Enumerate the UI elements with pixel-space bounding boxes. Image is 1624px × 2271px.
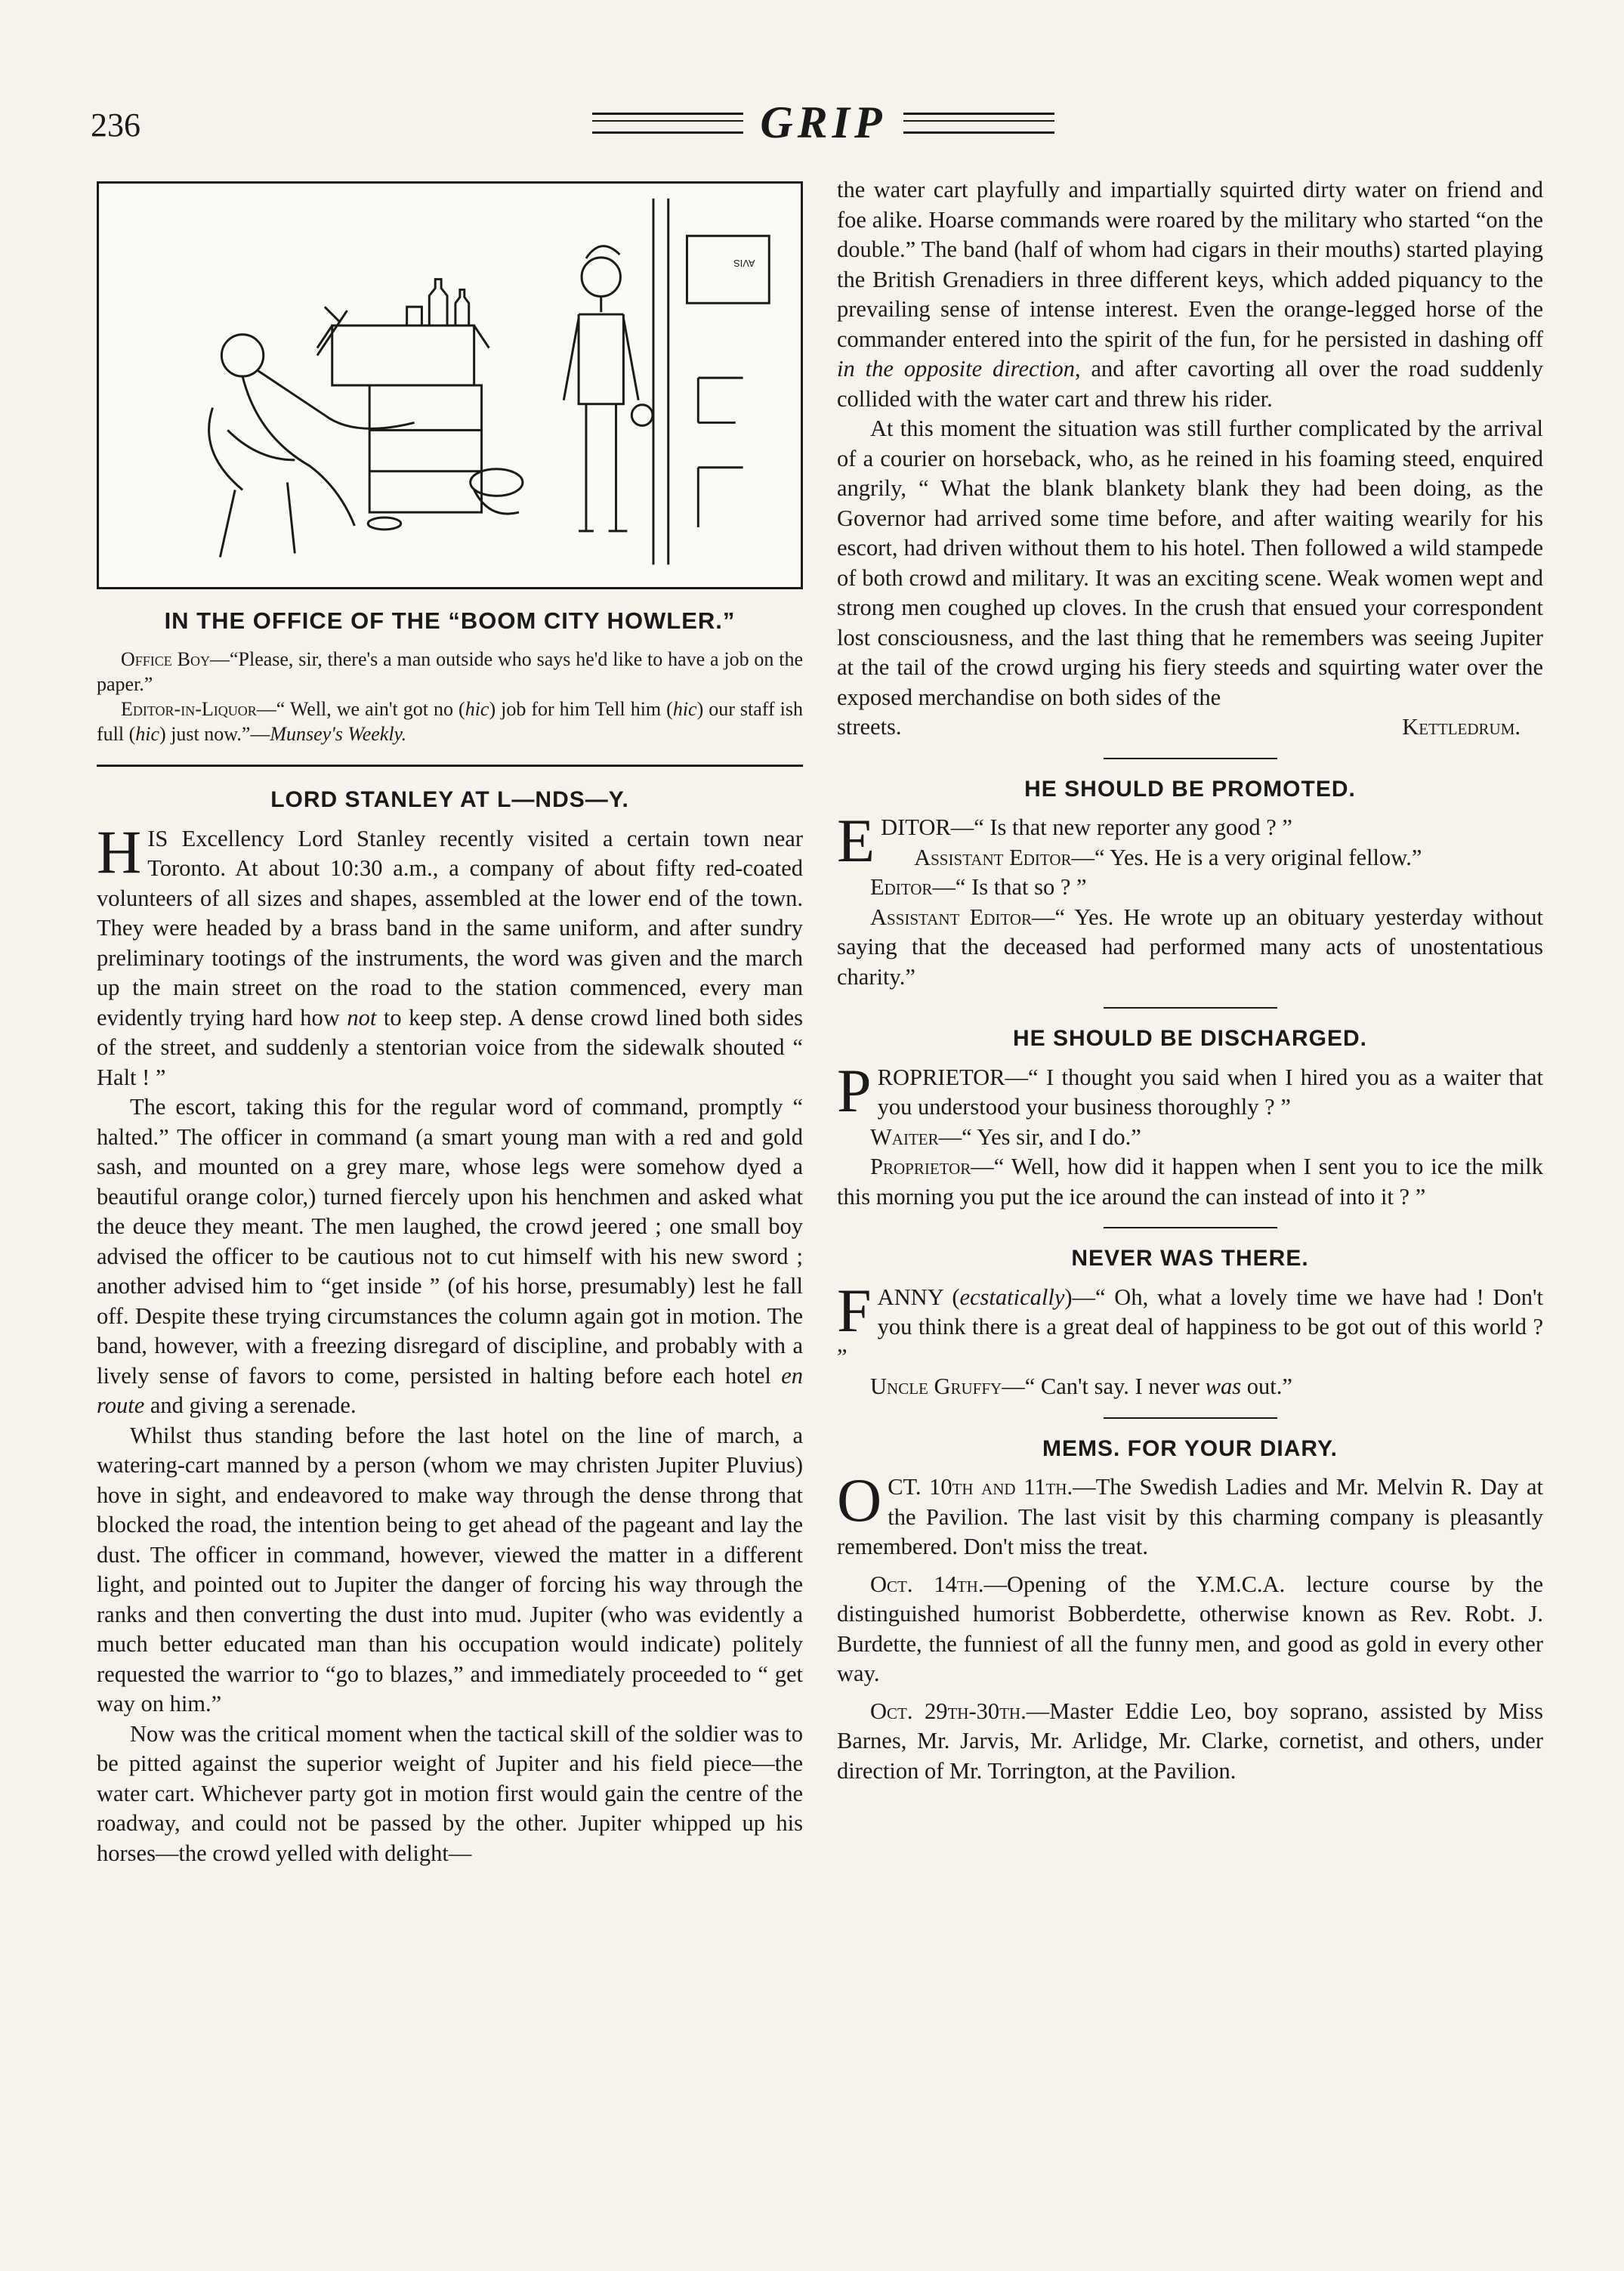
speaker: Assistant Editor	[914, 844, 1072, 870]
cartoon-caption-title: IN THE OFFICE OF THE “BOOM CITY HOWLER.”	[164, 607, 736, 634]
paragraph-text: —“ Yes. He is a very original fellow.”	[1071, 844, 1422, 870]
paragraph-text: —“ Well, how did it happen when I sent you to ice the milk this morning you put the ice around the can instead of into it ? ”	[837, 1154, 1543, 1210]
entry-date: Oct. 14th.	[870, 1571, 984, 1597]
section-divider	[1104, 1007, 1277, 1009]
article-title-discharged: HE SHOULD BE DISCHARGED.	[1012, 1026, 1368, 1051]
masthead	[559, 97, 1088, 149]
paragraph-text: —The Swedish Ladies and Mr. Melvin R. Day at the Pavilion. The last visit by this charming company is pleasantly remembered. Don't miss the treat.	[837, 1474, 1543, 1559]
hic-text: hic	[465, 698, 489, 720]
discharged-line-3	[837, 1152, 1543, 1212]
paragraph-text: and giving a serenade.	[144, 1392, 357, 1418]
lord-stanley-paragraph-4: Now was the critical moment when the tactical skill of the soldier was to be pitted against the superior weight of Jupiter and his field piece—the water cart. Whichever party got in motion first would gain the centre of the roadway, and could not be passed by the other. Jupiter whipped up his horses—the crowd yelled with delight—	[97, 1720, 803, 1866]
hic-text: hic	[135, 723, 160, 745]
masthead-rule-left	[592, 113, 743, 134]
masthead-title: GRIP	[760, 97, 887, 147]
editor-line-part: ) just now.”—	[159, 723, 270, 745]
paragraph-text: ANNY (	[877, 1284, 960, 1310]
office-boy-line: —“Please, sir, there's a man outside who says he'd like to have a job on the paper.”	[97, 648, 803, 695]
paragraph-text: the water cart playfully and impartially squirted dirty water on friend and foe alike. Hoarse commands were roared by the military who started “on the double.” The band (half of whom had cigars in their mouths) started playing the British Grenadiers in three different keys, which added piquancy to the prevailing sense of intense interest. Even the orange-legged horse of the commander entered into the spirit of the fun, for he persisted in dashing off	[837, 177, 1543, 352]
entry-date: CT. 10th and 11th.	[888, 1474, 1073, 1500]
sign-text: AVIS	[733, 257, 755, 269]
never-there-line-1	[837, 1275, 1543, 1373]
page-number: 236	[91, 107, 140, 144]
dropcap: F	[837, 1275, 872, 1345]
speaker: Proprietor	[870, 1154, 971, 1179]
dropcap: O	[837, 1466, 882, 1534]
paragraph-text: —“ Is that so ? ”	[932, 874, 1087, 900]
paragraph-text: —Master Eddie Leo, boy soprano, assisted by Miss Barnes, Mr. Jarvis, Mr. Arlidge, Mr. Clarke, cornetist, and others, under direction of Mr. Torrington, at the Pavilion.	[837, 1698, 1543, 1784]
lord-stanley-paragraph-5	[837, 175, 1543, 414]
left-column	[97, 181, 803, 1868]
article-title-mems: MEMS. FOR YOUR DIARY.	[1042, 1435, 1338, 1461]
article-title-never-there: NEVER WAS THERE.	[1071, 1246, 1309, 1271]
speaker-office-boy: Office Boy	[121, 648, 210, 670]
lord-stanley-paragraph-2	[97, 1092, 803, 1421]
paragraph-text: to keep step. A dense crowd lined both sides of the street, and suddenly a stentorian voice from the sidewalk shouted “ Halt ! ”	[97, 1004, 804, 1090]
emphasis-text: not	[347, 1004, 377, 1030]
paragraph-text: —“ Yes. He wrote up an obituary yesterday without saying that the deceased had performed many acts of unostentatious charity.”	[837, 904, 1543, 990]
paragraph-text: ROPRIETOR—“ I thought you said when I hired you as a waiter that you understood your business thoroughly ? ”	[877, 1064, 1543, 1120]
signature: Kettledrum.	[1402, 714, 1521, 740]
article-title-lord-stanley: LORD STANLEY AT L—NDS—Y.	[270, 787, 629, 812]
emphasis-text: was	[1205, 1373, 1242, 1399]
dropcap: P	[837, 1055, 872, 1125]
cartoon-illustration	[97, 181, 803, 589]
dropcap: H	[97, 817, 142, 886]
lord-stanley-paragraph-3: Whilst thus standing before the last hotel on the line of march, a watering-cart manned by a person (whom we may christen Jupiter Pluvius) hove in sight, and endeavored to make way through the dense throng that blocked the road, the intention being to get ahead of the pageant and lay the dust. The officer in command, however, viewed the matter in a different light, and pointed out to Jupiter the danger of forcing his way through the ranks and then converting the dust into mud. Jupiter (who was evidently a much better educated man than his occupation would indicate) politely requested the warrior to “go to blazes,” and immediately proceeded to “ get way on him.”	[97, 1422, 803, 1716]
section-divider	[1104, 1227, 1277, 1228]
emphasis-text: en route	[97, 1362, 803, 1418]
mems-entry-1	[837, 1466, 1543, 1562]
lord-stanley-paragraph-6: At this moment the situation was still further complicated by the arrival of a courier on horseback, who, as he reined in his foaming steed, enquired angrily, “ What the blank blankety blank they had been doing, as the Governor had arrived some time before, and after waiting wearily for his escort, had driven without them to his hotel. Then followed a wild stampede of both crowd and military. It was an exciting scene. Weak women wept and strong men coughed up cloves. In the crush that ensued your correspondent lost consciousness, and the last thing that he remembers was seeing Jupiter at the tail of the crowd urging his fiery steeds and squirting water over the exposed merchandise on both sides of the	[837, 416, 1543, 710]
dropcap: E	[837, 806, 875, 875]
paragraph-text: IS Excellency Lord Stanley recently visited a certain town near Toronto. At about 10:30 a.m., a company of about fifty red-coated volunteers of all sizes and shapes, assembled at the lower end of the town. They were headed by a brass band in the same uniform, and after sundry preliminary tootings of the instruments, the word was given and the march up the main street on the road to the station commenced, every man evidently trying hard how	[97, 825, 803, 1030]
paragraph-text: —Opening of the Y.M.C.A. lecture course by the distinguished humorist Bobberdette, otherwise known as Rev. Robt. J. Burdette, the funniest of all the funny men, and good as gold in every other way.	[837, 1571, 1543, 1686]
paragraph-text: , and after cavorting all over the road suddenly collided with the water cart and threw his rider.	[837, 356, 1544, 412]
speaker: Editor	[870, 874, 933, 900]
discharged-line-1	[837, 1055, 1543, 1125]
emphasis-text: ecstatically	[959, 1284, 1065, 1310]
never-there-line-2	[837, 1372, 1543, 1402]
section-divider	[1104, 1417, 1277, 1419]
cartoon-caption-text	[97, 647, 803, 746]
paragraph-text: The escort, taking this for the regular word of command, promptly “ halted.” The officer in command (a smart young man with a red and gold sash, and mounted on a grey mare, whose legs were somehow dyed a beautiful orange color,) turned fiercely upon his henchmen and asked what the deuce they meant. The men laughed, the crowd jeered ; one small boy advised the officer to be cautious not to cut himself with his new sword ; another advised him to “get inside ” (of his horse, presumably) lest he fall off. Despite these trying circumstances the column again got in motion. The band, however, with a freezing disregard of discipline, and probably with a lively sense of favors to come, persisted in halting before each hotel	[97, 1094, 803, 1389]
paragraph-text: —“ Yes sir, and I do.”	[938, 1123, 1141, 1150]
signature-line	[837, 712, 1543, 743]
hic-text: hic	[672, 698, 697, 720]
paragraph-text: DITOR—“ Is that new reporter any good ? ”	[881, 814, 1292, 840]
paragraph-text: out.”	[1241, 1373, 1292, 1399]
editor-line-part: ) our staff ish full (	[97, 698, 803, 745]
editor-line-part: —“ Well, we ain't got no (	[256, 698, 465, 720]
speaker-editor: Editor-in-Liquor	[121, 698, 257, 720]
promoted-line-3	[837, 873, 1543, 903]
paragraph-text: —“ Can't say. I never	[1002, 1373, 1206, 1399]
section-divider	[97, 765, 803, 767]
article-title-promoted: HE SHOULD BE PROMOTED.	[1024, 776, 1356, 802]
section-divider	[1104, 758, 1277, 759]
cartoon-drawing	[99, 184, 801, 587]
entry-date: Oct. 29th-30th.	[870, 1698, 1027, 1724]
masthead-rule-right	[903, 113, 1054, 134]
speaker: Waiter	[870, 1123, 939, 1150]
right-column	[837, 175, 1543, 1786]
promoted-line-4	[837, 903, 1543, 993]
speaker: Uncle Gruffy	[870, 1373, 1002, 1399]
promoted-line-2	[837, 843, 1543, 873]
emphasis-text: in the opposite direction	[837, 356, 1075, 382]
mems-entry-3	[837, 1697, 1543, 1787]
lord-stanley-paragraph-1	[97, 817, 804, 1093]
paragraph-text: )—“ Oh, what a lovely time we have had ! Don't you think there is a great deal of happiness to be got out of this world ? ”	[837, 1284, 1543, 1370]
caption-source: Munsey's Weekly.	[270, 723, 407, 745]
editor-line-part: ) job for him Tell him (	[489, 698, 673, 720]
mems-entry-2	[837, 1570, 1543, 1689]
discharged-line-2	[837, 1123, 1543, 1153]
paragraph-text: streets.	[837, 714, 902, 740]
speaker: Assistant Editor	[870, 904, 1033, 930]
